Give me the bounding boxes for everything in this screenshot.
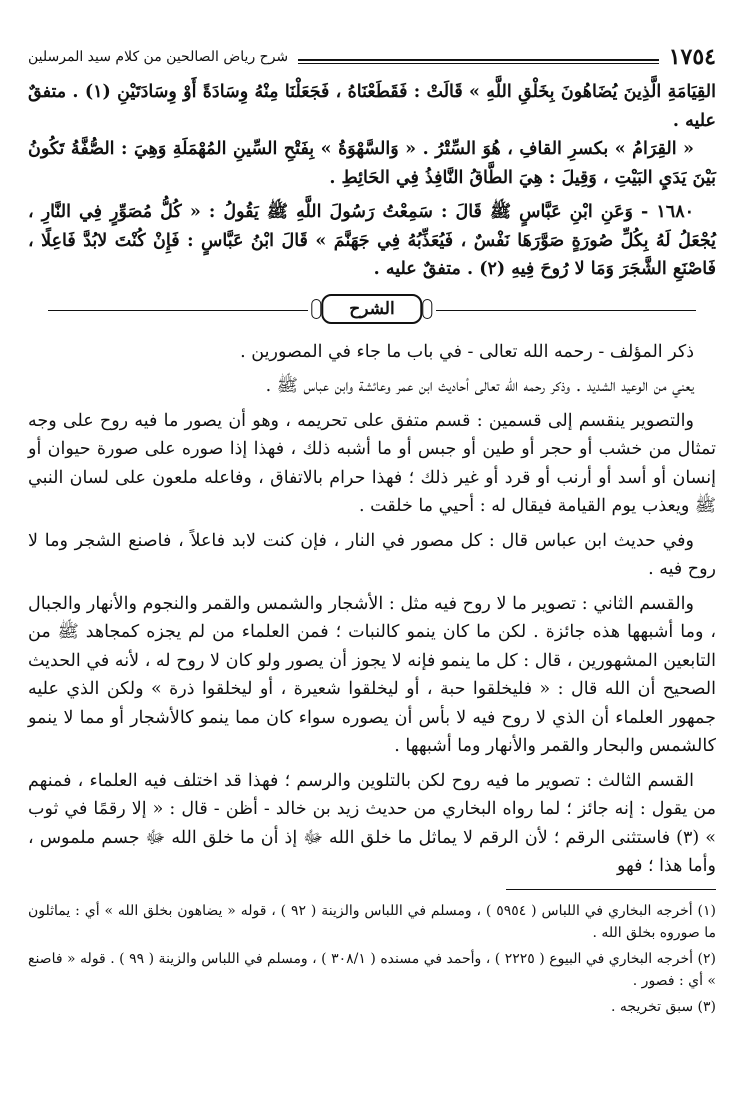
hadith-paragraph: « القِرَامُ » بكسرِ القافِ ، هُوَ السِّتْرُ . « وَالسَّهْوَةُ » بِفَتْحِ السِّينِ المُهْمَلَةِ وَهِيَ : الصُّفَّةُ تَكُونُ بَيْنَ يَدَيِ البَيْتِ ، وَقِيلَ : هِيَ الطَّاقُ النَّافِذُ فِي الحَائِطِ . (28, 139, 716, 188)
commentary-paragraph: والتصوير ينقسم إلى قسمين : قسم متفق على تحريمه ، وهو أن يصور ما فيه روح على وجه تمثال من خشب أو حجر أو طين أو جبس أو ما أشبه ذلك ، فهذا إذا صوره على صورة حيوان أو إنسان أو أسد أو أرنب أو قرد أو غير ذلك ؛ فهذا حرام بالاتفاق ، وفاعله ملعون على لسان النبي ﷺ ويعذب يوم القيامة فيقال له : أحيي ما خلقت . (28, 410, 716, 516)
footnote: (١) أخرجه البخاري في اللباس ( ٥٩٥٤ ) ، ومسلم في اللباس والزينة ( ٩٢ ) ، قوله « يضاهون بخلق الله » أي : يماثلون ما صوروه بخلق الله . (28, 902, 716, 941)
footnote: (٢) أخرجه البخاري في البيوع ( ٢٢٢٥ ) ، وأحمد في مسنده ( ٣٠٨/١ ) ، ومسلم في اللباس والزينة ( ٩٩ ) . قوله « فاصنع » أي : فصور . (28, 950, 716, 989)
header-rule (298, 47, 659, 67)
commentary-paragraph: ذكر المؤلف - رحمه الله تعالى - في باب ما جاء في المصورين . (240, 341, 694, 362)
commentary-section (28, 338, 716, 881)
page-header (28, 44, 716, 70)
divider-line (48, 310, 308, 311)
commentary-paragraph: يعني من الوعيد الشديد . وذكر رحمه الله تعالى أحاديث ابن عمر وعائشة وابن عباس ﷺ . (265, 376, 694, 396)
footnotes (28, 900, 716, 1018)
sharh-divider (28, 290, 716, 330)
footnote-rule (506, 889, 716, 890)
commentary-paragraph: القسم الثالث : تصوير ما فيه روح لكن بالتلوين والرسم ؛ فهذا قد اختلف فيه العلماء ، فمنهم من يقول : إنه جائز ؛ لما رواه البخاري من حديث زيد بن خالد - أظن - قال : « إلا رقمًا في ثوب » (٣) فاستثنى الرقم ؛ لأن الرقم لا يماثل ما خلق الله ﷻ إذ أن ما خلق الله ﷻ جسم ملموس ، وأما هذا ؛ فهو (28, 770, 716, 876)
footnote: (٣) سبق تخريجه . (611, 998, 716, 1015)
book-page (28, 44, 716, 1084)
commentary-paragraph: وفي حديث ابن عباس قال : كل مصور في النار ، فإن كنت لابد فاعلاً ، فاصنع الشجر وما لا روح فيه . (28, 530, 716, 579)
commentary-paragraph: والقسم الثاني : تصوير ما لا روح فيه مثل : الأشجار والشمس والقمر والنجوم والأنهار والجبال ، وما أشبهها هذه جائزة . لكن ما كان ينمو كالنبات ؛ فمن العلماء من لم يجزه كمجاهد ﷺ من التابعين المشهورين ، قال : كل ما ينمو فإنه لا يجوز أن يصور ولو كان لا روح له ، لأنه في الحديث الصحيح أن الله قال : « فليخلقوا حبة ، أو ليخلقوا شعيرة ، أو ليخلقوا ذرة » ولكن الذي عليه جمهور العلماء أن الذي لا روح فيه لا بأس أن يصوره سواء كان مما ينمو كالأشجار أو مما لا ينمو كالشمس والبحار والقمر والأنهار وما أشبهها . (28, 593, 716, 756)
hadith-paragraph: القِيَامَةِ الَّذِينَ يُضَاهُونَ بِخَلْقِ اللَّهِ » قَالَتْ : فَقَطَعْنَاهُ ، فَجَعَلْنَا مِنْهُ وِسَادَةً أَوْ وِسَادَتَيْنِ (١) . متفقٌ عليه . (28, 82, 716, 131)
hadith-paragraph: ١٦٨٠ - وَعَنِ ابْنِ عَبَّاسٍ ﷺ قَالَ : سَمِعْتُ رَسُولَ اللَّهِ ﷺ يَقُولُ : « كُلُّ مُصَوِّرٍ فِي النَّارِ ، يُجْعَلُ لَهُ بِكُلِّ صُورَةٍ صَوَّرَهَا نَفْسٌ ، فَيُعَذِّبُهُ فِي جَهَنَّمَ » قَالَ ابْنُ عَبَّاسٍ : فَإِنْ كُنْتَ لابُدَّ فَاعِلًا ، فَاصْنَعِ الشَّجَرَ وَمَا لا رُوحَ فِيهِ (٢) . متفقٌ عليه . (28, 202, 716, 279)
sharh-heading: الشرح (321, 294, 422, 324)
page-number: ١٧٥٤ (668, 44, 716, 70)
divider-line (436, 310, 696, 311)
running-title: شرح رياض الصالحين من كلام سيد المرسلين (28, 49, 289, 65)
hadith-section (28, 78, 716, 284)
